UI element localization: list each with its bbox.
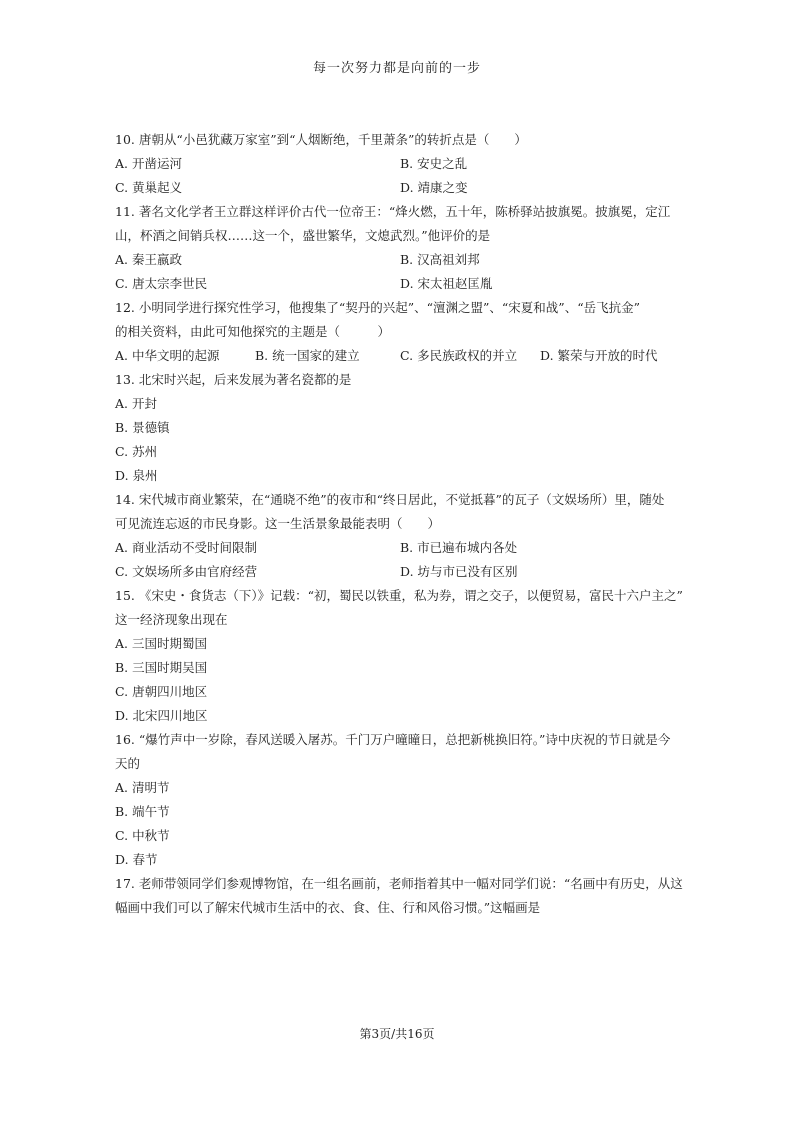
options-group (115, 392, 675, 488)
answer-option: B. 汉高祖刘邦 (400, 252, 480, 267)
question-stem-line: 幅画中我们可以了解宋代城市生活中的衣、食、住、行和风俗习惯。”这幅画是 (115, 900, 541, 915)
answer-option: D. 坊与市已没有区别 (400, 564, 518, 579)
question-stem-line: 山，杯酒之间销兵权……这一个，盛世繁华，文熄武烈。”他评价的是 (115, 228, 491, 243)
answer-option: C. 苏州 (115, 444, 158, 459)
question-stem-line: 的相关资料，由此可知他探究的主题是（ ） (115, 324, 391, 339)
answer-option: C. 中秋节 (115, 828, 170, 843)
answer-option: B. 统一国家的建立 (255, 348, 360, 363)
question-stem-line: 10. 唐朝从“小邑犹藏万家室”到“人烟断绝，千里萧条”的转折点是（ ） (115, 132, 527, 147)
answer-option: C. 唐朝四川地区 (115, 684, 208, 699)
question-stem-line: 16. “爆竹声中一岁除，春风送暖入屠苏。千门万户曈曈日，总把新桃换旧符。”诗中庆祝的节日就是今 (115, 732, 671, 747)
answer-option: B. 安史之乱 (400, 156, 468, 171)
answer-option: C. 唐太宗李世民 (115, 276, 208, 291)
answer-option: C. 黄巢起义 (115, 180, 183, 195)
question-list (115, 128, 683, 920)
answer-option: A. 三国时期蜀国 (115, 636, 207, 651)
question-stem-line: 这一经济现象出现在 (115, 612, 228, 627)
answer-option: A. 商业活动不受时间限制 (115, 540, 257, 555)
answer-option: B. 市已遍布城内各处 (400, 540, 518, 555)
question-stem-line: 可见流连忘返的市民身影。这一生活景象最能表明（ ） (115, 516, 441, 531)
question-stem-line: 17. 老师带领同学们参观博物馆，在一组名画前，老师指着其中一幅对同学们说：“名画中有历史，从这 (115, 876, 683, 891)
question-stem-line: 15. 《宋史・食货志（下）》记载：“初，蜀民以铁重，私为券，谓之交子，以便贸易，富民十六户主之” (115, 588, 683, 603)
answer-option: A. 开凿运河 (115, 156, 182, 171)
answer-option: A. 开封 (115, 396, 157, 411)
question (115, 368, 675, 488)
question-stem-line: 天的 (115, 756, 141, 771)
page-footer: 第3页/共16页 (359, 1027, 435, 1041)
answer-option: C. 文娱场所多由官府经营 (115, 564, 258, 579)
options-group (115, 536, 675, 584)
question (115, 200, 675, 296)
options-group (115, 248, 675, 296)
answer-option: D. 繁荣与开放的时代 (540, 348, 658, 363)
answer-option: B. 端午节 (115, 804, 170, 819)
answer-option: B. 三国时期吴国 (115, 660, 208, 675)
options-group (115, 776, 675, 872)
options-group (115, 632, 675, 728)
answer-option: D. 宋太祖赵匡胤 (400, 276, 493, 291)
answer-option: D. 靖康之变 (400, 180, 468, 195)
answer-option: B. 景德镇 (115, 420, 170, 435)
answer-option: D. 泉州 (115, 468, 158, 483)
answer-option: A. 秦王嬴政 (115, 252, 182, 267)
answer-option: A. 清明节 (115, 780, 170, 795)
question (115, 488, 675, 584)
question (115, 584, 683, 728)
question-stem-line: 13. 北宋时兴起，后来发展为著名瓷都的是 (115, 372, 352, 387)
answer-option: C. 多民族政权的并立 (400, 348, 518, 363)
question (115, 872, 683, 920)
question (115, 296, 675, 368)
question-stem-line: 11. 著名文化学者王立群这样评价古代一位帝王：“烽火燃，五十年，陈桥驿站披旗冕。披旗冕，定江 (115, 204, 671, 219)
options-group (115, 344, 675, 368)
page-header: 每一次努力都是向前的一步 (312, 61, 481, 76)
question (115, 128, 675, 200)
options-group (115, 152, 675, 200)
question (115, 728, 675, 872)
answer-option: D. 北宋四川地区 (115, 708, 208, 723)
answer-option: A. 中华文明的起源 (115, 348, 220, 363)
question-stem-line: 12. 小明同学进行探究性学习，他搜集了“契丹的兴起”、“澶渊之盟”、“宋夏和战”、“岳飞抗金” (115, 300, 640, 315)
question-stem-line: 14. 宋代城市商业繁荣，在“通晓不绝”的夜市和“终日居此，不觉抵暮”的瓦子（文娱场所）里，随处 (115, 492, 665, 507)
answer-option: D. 春节 (115, 852, 158, 867)
